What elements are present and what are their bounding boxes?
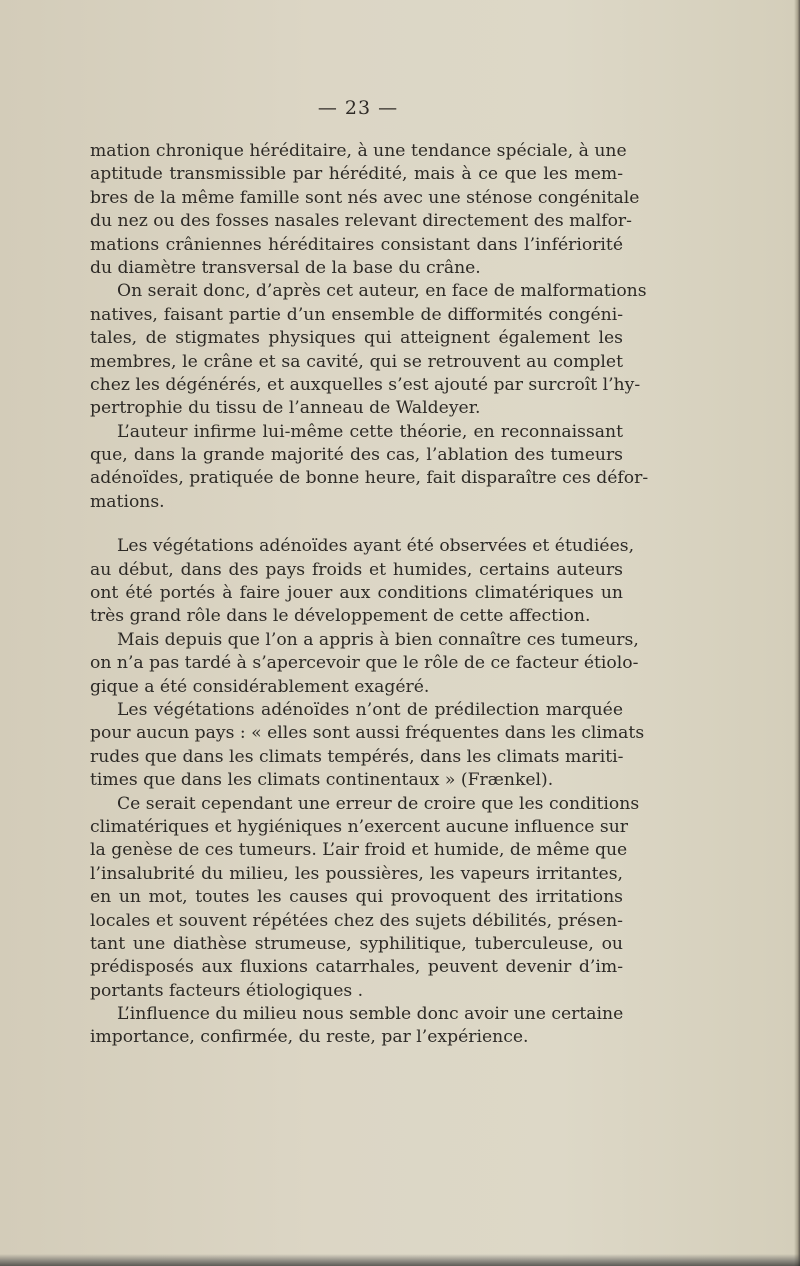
text-line: Les végétations adénoïdes n’ont de prédilection marquée bbox=[117, 699, 623, 720]
text-line: du nez ou des fosses nasales relevant directement des malfor- bbox=[90, 211, 632, 232]
text-line: on n’a pas tardé à s’apercevoir que le rôle de ce facteur étiolo- bbox=[90, 653, 639, 674]
text-line: times que dans les climats continentaux » (Frænkel). bbox=[90, 770, 554, 791]
text-line: l’insalubrité du milieu, les poussières, les vapeurs irritantes, bbox=[90, 863, 623, 884]
text-line: Les végétations adénoïdes ayant été observées et étudiées, bbox=[117, 536, 635, 557]
text-line: adénoïdes, pratiquée de bonne heure, fait disparaître ces défor- bbox=[90, 468, 649, 489]
text-line: pour aucun pays : « elles sont aussi fréquentes dans les climats bbox=[90, 723, 645, 744]
text-line: gique a été considérablement exagéré. bbox=[90, 676, 430, 697]
text-line: très grand rôle dans le développement de cette affection. bbox=[90, 606, 591, 627]
paragraph bbox=[90, 699, 645, 793]
body-text bbox=[90, 140, 649, 1050]
text-line: chez les dégénérés, et auxquelles s’est ajouté par surcroît l’hy- bbox=[90, 374, 641, 395]
paragraph-gap bbox=[90, 514, 623, 535]
paragraph bbox=[90, 629, 639, 699]
paragraph bbox=[90, 535, 635, 629]
text-line: importance, confirmée, du reste, par l’expérience. bbox=[90, 1027, 529, 1048]
text-line: la genèse de ces tumeurs. L’air froid et humide, de même que bbox=[90, 840, 628, 861]
text-line: mations crâniennes héréditaires consistant dans l’infériorité bbox=[90, 234, 623, 255]
paragraph bbox=[90, 793, 640, 1004]
text-line: pertrophie du tissu de l’anneau de Waldeyer. bbox=[90, 398, 481, 419]
text-line: climatériques et hygiéniques n’exercent aucune influence sur bbox=[90, 816, 629, 837]
paragraph bbox=[90, 140, 640, 280]
text-line: On serait donc, d’après cet auteur, en face de malformations bbox=[117, 281, 647, 302]
text-line: mation chronique héréditaire, à une tendance spéciale, à une bbox=[90, 141, 627, 161]
bottom-scan-band bbox=[0, 1254, 800, 1266]
text-line: ont été portés à faire jouer aux conditions climatériques un bbox=[90, 583, 623, 604]
text-line: bres de la même famille sont nés avec une sténose congénitale bbox=[90, 187, 640, 208]
text-line: L’auteur infirme lui-même cette théorie, en reconnaissant bbox=[117, 421, 623, 442]
text-line: au début, dans des pays froids et humides, certains auteurs bbox=[90, 559, 623, 580]
text-line: Mais depuis que l’on a appris à bien connaître ces tumeurs, bbox=[117, 629, 639, 650]
paragraph bbox=[90, 1003, 623, 1050]
text-line: membres, le crâne et sa cavité, qui se retrouvent au complet bbox=[90, 351, 623, 372]
page-number: — 23 — bbox=[317, 97, 399, 119]
text-line: locales et souvent répétées chez des sujets débilités, présen- bbox=[90, 910, 623, 931]
page-edge-shadow bbox=[794, 0, 800, 1266]
text-line: portants facteurs étiologiques . bbox=[90, 980, 364, 1001]
text-line: natives, faisant partie d’un ensemble de difformités congéni- bbox=[90, 304, 623, 325]
text-line: mations. bbox=[90, 491, 165, 512]
text-line: L’influence du milieu nous semble donc avoir une certaine bbox=[117, 1004, 624, 1025]
text-line: rudes que dans les climats tempérés, dans les climats mariti- bbox=[90, 746, 624, 767]
text-line: que, dans la grande majorité des cas, l’ablation des tumeurs bbox=[90, 445, 623, 466]
text-line: en un mot, toutes les causes qui provoquent des irritations bbox=[90, 887, 623, 908]
paragraph bbox=[90, 280, 647, 420]
text-line: tales, de stigmates physiques qui atteignent également les bbox=[90, 328, 623, 349]
text-line: tant une diathèse strumeuse, syphilitique, tuberculeuse, ou bbox=[90, 933, 623, 954]
text-line: prédisposés aux fluxions catarrhales, peuvent devenir d’im- bbox=[90, 957, 623, 978]
paragraph bbox=[90, 421, 649, 515]
text-line: Ce serait cependant une erreur de croire que les conditions bbox=[117, 793, 640, 814]
text-line: du diamètre transversal de la base du crâne. bbox=[90, 257, 481, 278]
text-line: aptitude transmissible par hérédité, mais à ce que les mem- bbox=[90, 164, 623, 185]
